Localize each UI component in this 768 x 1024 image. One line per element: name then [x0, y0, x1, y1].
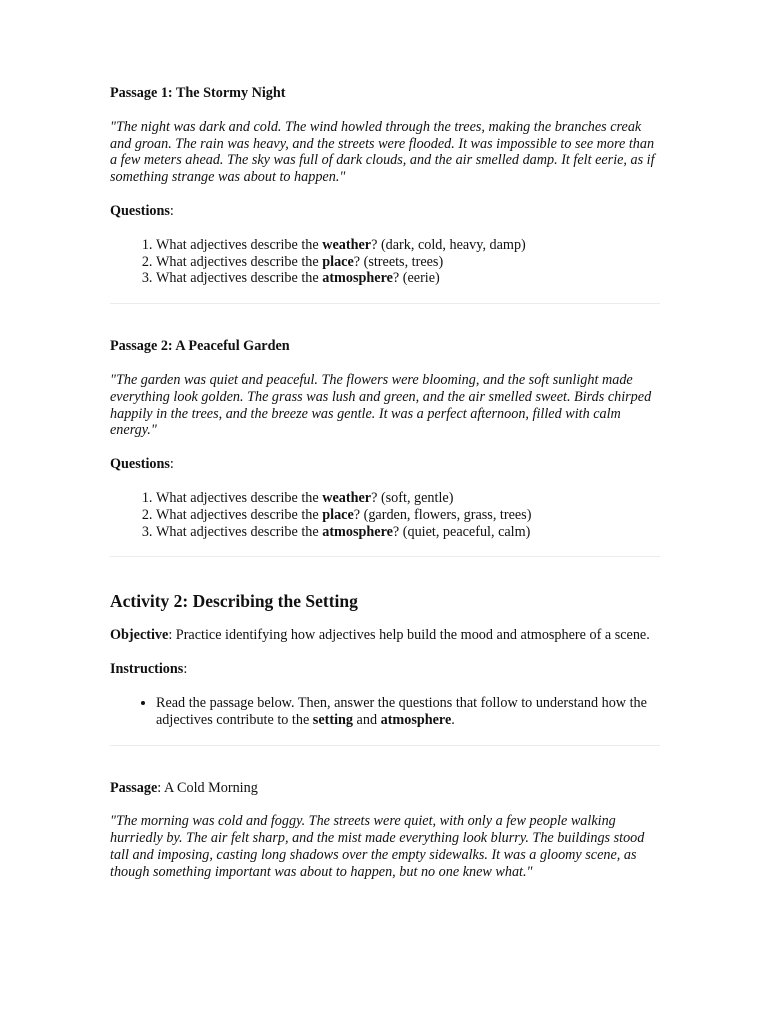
objective-label: Objective: [110, 627, 169, 644]
passage-3-title: [110, 780, 660, 797]
passage-2-text: "The garden was quiet and peaceful. The flowers were blooming, and the soft sunlight made everything look golden. The grass was lush and green, and the air smelled sweet. Birds chirped happily in the trees, and the breeze was gentle. It was a perfect afternoon, filled with calm energy.": [110, 371, 652, 439]
instructions-label: Instructions: [110, 661, 184, 678]
question-answer: ? (quiet, peaceful, calm): [392, 523, 531, 540]
objective-paragraph: [110, 627, 660, 644]
passage-3-title-rest: : A Cold Morning: [157, 779, 258, 796]
question-keyword: place: [322, 506, 354, 523]
question-answer: ? (eerie): [392, 270, 440, 287]
colon: :: [169, 456, 174, 473]
passage-2-questions: [110, 490, 660, 540]
activity-2-heading: Activity 2: Describing the Setting: [110, 591, 358, 612]
document-page: [110, 85, 660, 898]
instruction-text-end: .: [451, 711, 455, 728]
instruction-keyword-setting: setting: [312, 711, 353, 728]
passage-1-text: "The night was dark and cold. The wind howled through the trees, making the branches creak and groan. The rain was heavy, and the streets were flooded. It was impossible to see more than a few meters ahead. The sky was full of dark clouds, and the air smelled damp. It felt eerie, as if something strange was about to happen.": [110, 118, 655, 186]
instructions-list: [110, 695, 660, 729]
passage-1-questions: [110, 237, 660, 287]
passage-3-label: Passage: [110, 779, 158, 796]
question-item: [156, 524, 660, 541]
question-text: What adjectives describe the: [156, 236, 323, 253]
question-keyword: place: [322, 253, 354, 270]
question-item: [156, 237, 660, 254]
questions-label-text: Questions: [110, 456, 170, 473]
instruction-text-mid: and: [353, 711, 381, 728]
question-text: What adjectives describe the: [156, 253, 323, 270]
question-answer: ? (streets, trees): [353, 253, 444, 270]
objective-text: : Practice identifying how adjectives help build the mood and atmosphere of a scene.: [168, 627, 650, 644]
passage-2-questions-label: [110, 456, 660, 473]
question-keyword: weather: [322, 489, 372, 506]
instruction-text: Read the passage below. Then, answer the questions that follow to understand how the adjectives contribute to the: [156, 694, 647, 728]
question-text: What adjectives describe the: [156, 270, 323, 287]
question-item: [156, 507, 660, 524]
question-answer: ? (dark, cold, heavy, damp): [371, 236, 526, 253]
question-text: What adjectives describe the: [156, 523, 323, 540]
passage-1-title: Passage 1: The Stormy Night: [110, 85, 286, 101]
passage-1-questions-label: [110, 203, 660, 220]
question-item: [156, 490, 660, 507]
instruction-keyword-atmosphere: atmosphere: [380, 711, 452, 728]
section-divider: [110, 556, 660, 557]
question-keyword: weather: [322, 236, 372, 253]
question-keyword: atmosphere: [322, 270, 393, 287]
question-item: [156, 270, 660, 287]
section-divider: [110, 303, 660, 304]
colon: :: [183, 661, 188, 678]
questions-label-text: Questions: [110, 202, 170, 219]
colon: :: [169, 202, 174, 219]
question-item: [156, 254, 660, 271]
question-keyword: atmosphere: [322, 523, 393, 540]
question-text: What adjectives describe the: [156, 506, 323, 523]
section-divider: [110, 745, 660, 746]
instructions-label-line: [110, 661, 660, 678]
question-answer: ? (soft, gentle): [371, 489, 454, 506]
question-text: What adjectives describe the: [156, 489, 323, 506]
instruction-item: [156, 695, 660, 729]
question-answer: ? (garden, flowers, grass, trees): [353, 506, 532, 523]
passage-3-text: "The morning was cold and foggy. The streets were quiet, with only a few people walking hurriedly by. The air felt sharp, and the mist made everything look blurry. The buildings stood tall and imposing, casting long shadows over the empty sidewalks. It was a gloomy scene, as though something important was about to happen, but no one knew what.": [110, 813, 645, 880]
passage-2-title: Passage 2: A Peaceful Garden: [110, 338, 290, 355]
